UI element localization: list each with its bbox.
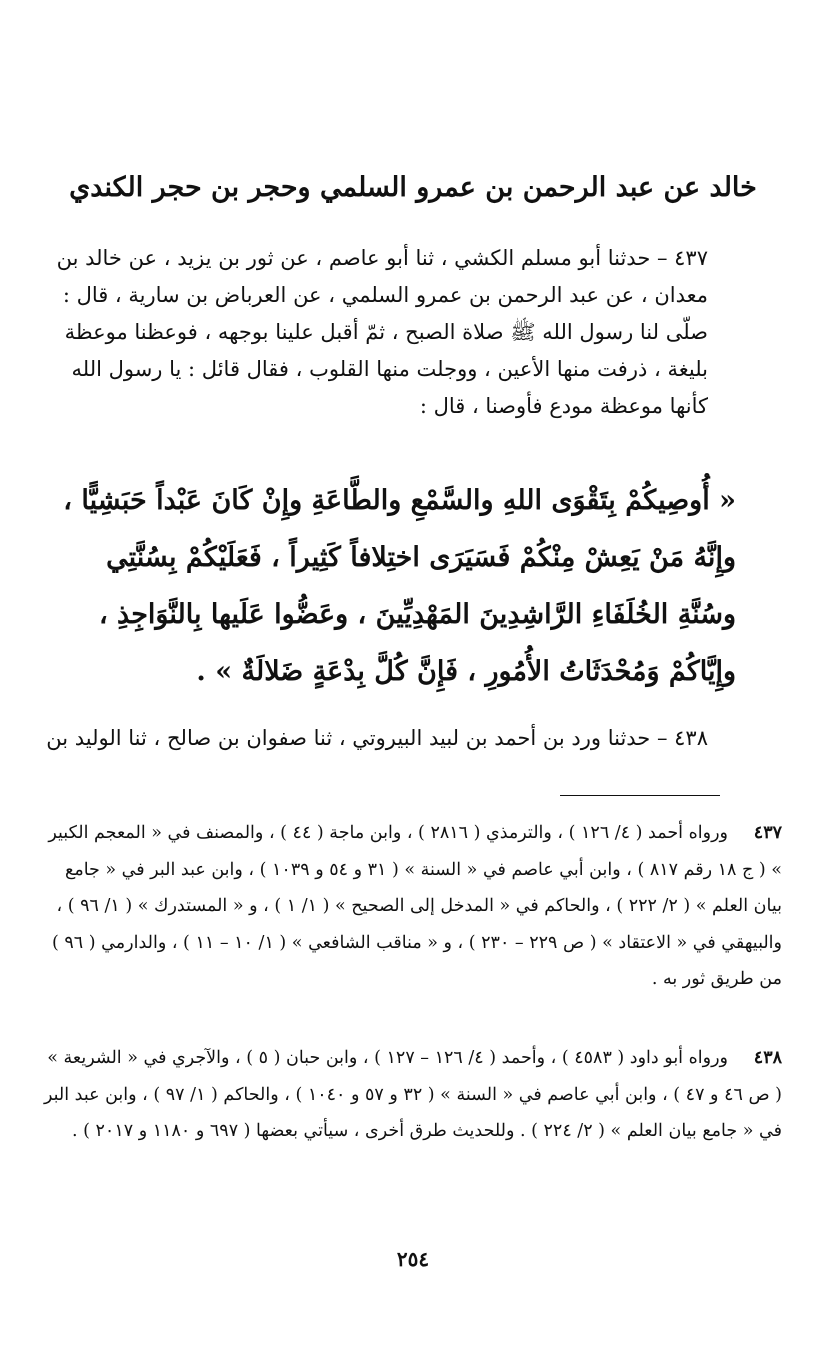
footnote-text: ورواه أبو داود ( ٤٥٨٣ ) ، وأحمد ( ٤/ ١٢٦ – ١٢٧ ) ، وابن حبان ( ٥ ) ، والآجري في « الشريعة » ( ص ٤٦ و ٤٧ ) ، وابن أبي عاصم في « السنة » ( ٣٢ و ٥٧ و ١٠٤٠ ) ، والحاكم ( ١/ ٩٧ ) ، وابن عبد البر في « جامع بيان العلم » ( ٢/ ٢٢٤ ) . وللحديث طرق أخرى ، سيأتي بعضها ( ٦٩٧ و ١١٨٠ و ٢٠١٧ ) . [43,1048,782,1142]
footnote-text: ورواه أحمد ( ٤/ ١٢٦ ) ، والترمذي ( ٢٨١٦ ) ، وابن ماجة ( ٤٤ ) ، والمصنف في « المعجم الكبير » ( ج ١٨ رقم ٨١٧ ) ، وابن أبي عاصم في « السنة » ( ٣١ و ٥٤ و ١٠٣٩ ) ، وابن عبد البر في « جامع بيان العلم » ( ٢/ ٢٢٢ ) ، والحاكم في « المدخل إلى الصحيح » ( ١/ ١ ) ، و « المستدرك » ( ١/ ٩٦ ) ، والبيهقي في « الاعتقاد » ( ص ٢٢٩ – ٢٣٠ ) ، و « مناقب الشافعي » ( ١/ ١٠ – ١١ ) ، والدارمي ( ٩٦ ) من طريق ثور به . [48,823,782,990]
footnote-number: ٤٣٧ [753,823,782,843]
hadith-438-isnad: ٤٣٨ – حدثنا ورد بن أحمد بن لبيد البيروتي ، ثنا صفوان بن صالح ، ثنا الوليد بن [46,726,708,750]
footnote-438 [42,1040,782,1150]
footnote-number: ٤٣٨ [753,1048,782,1068]
section-heading: خالد عن عبد الرحمن بن عمرو السلمي وحجر بن حجر الكندي [69,172,757,203]
footnote-divider [560,795,720,796]
footnote-437 [42,815,782,998]
hadith-437-text: « أُوصِيكُمْ بِتَقْوَى اللهِ والسَّمْعِ والطَّاعَةِ وإِنْ كَانَ عَبْداً حَبَشِيًّا ، وإِنَّهُ مَنْ يَعِشْ مِنْكُمْ فَسَيَرَى اختِلافاً كَثِيراً ، فَعَلَيْكُمْ بِسُنَّتِي وسُنَّةِ الخُلَفَاءِ الرَّاشِدِينَ المَهْدِيِّينَ ، وعَضُّوا عَلَيها بِالنَّوَاجِذِ ، وإِيَّاكُمْ وَمُحْدَثَاتُ الأُمُورِ ، فَإِنَّ كُلَّ بِدْعَةٍ ضَلالَةٌ » . [63,485,736,687]
hadith-437-isnad: ٤٣٧ – حدثنا أبو مسلم الكشي ، ثنا أبو عاصم ، عن ثور بن يزيد ، عن خالد بن معدان ، عن عبد الرحمن بن عمرو السلمي ، عن العرباض بن سارية ، قال : صلّى لنا رسول الله ﷺ صلاة الصبح ، ثمّ أقبل علينا بوجهه ، فوعظنا موعظة بليغة ، ذرفت منها الأعين ، ووجلت منها القلوب ، فقال قائل : يا رسول الله كأنها موعظة مودع فأوصنا ، قال : [56,246,708,418]
page-number: ٢٥٤ [396,1247,430,1271]
